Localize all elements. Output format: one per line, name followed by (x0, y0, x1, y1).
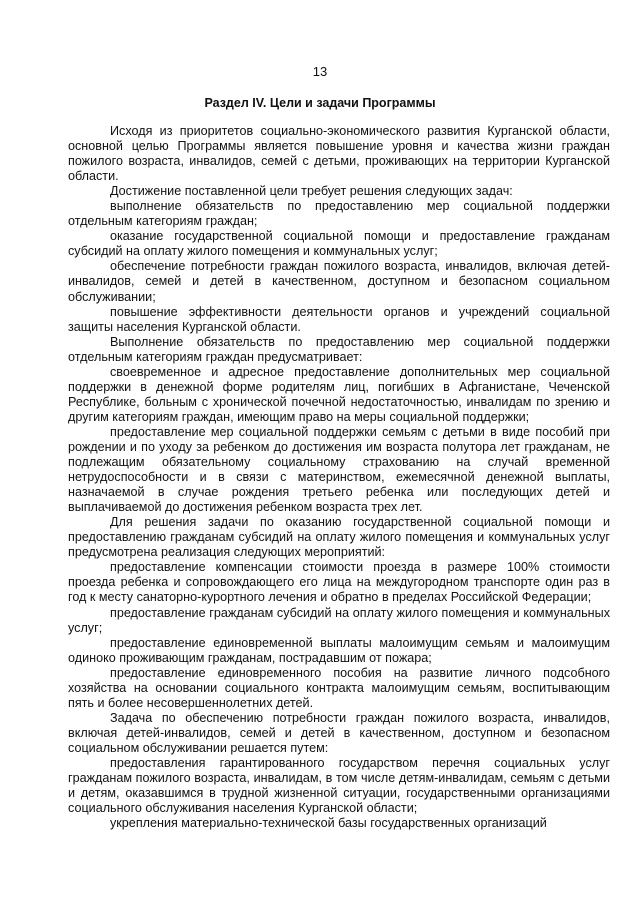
paragraph: Задача по обеспечению потребности граждан пожилого возраста, инвалидов, включая детей-инвалидов, семей и детей в качественном, доступном и безопасном социальном обслуживании решается путем: (68, 710, 610, 755)
paragraph: предоставление мер социальной поддержки семьям с детьми в виде пособий при рождении и по уходу за ребенком до достижения им возраста полутора лет гражданам, не подлежащим обязательному социальному страхованию на случай временной нетрудоспособности и в связи с материнством, ежемесячной денежной выплаты, назначаемой в случае рождения третьего ребенка или последующих детей и выплачиваемой до достижения ребенком возраста трех лет. (68, 424, 610, 515)
paragraph: Исходя из приоритетов социально-экономического развития Курганской области, основной целью Программы является повышение уровня и качества жизни граждан пожилого возраста, инвалидов, семей с детьми, проживающих на территории Курганской области. (68, 124, 610, 184)
paragraph: обеспечение потребности граждан пожилого возраста, инвалидов, включая детей-инвалидов, семей и детей в качественном, доступном и безопасном социальном обслуживании; (68, 259, 610, 304)
paragraph: предоставление единовременного пособия на развитие личного подсобного хозяйства на основании социального контракта малоимущим семьям, воспитывающим пять и более несовершеннолетних детей. (68, 665, 610, 710)
section-title: Раздел IV. Цели и задачи Программы (204, 96, 436, 110)
paragraph: своевременное и адресное предоставление дополнительных мер социальной поддержки в денежной форме родителям лиц, погибших в Афганистане, Чеченской Республике, больным с хронической почечной недостаточностью, инвалидам по зрению и другим категориям граждан, имеющим право на меры социальной поддержки; (68, 364, 610, 424)
page-number: 13 (312, 64, 328, 79)
paragraph: повышение эффективности деятельности органов и учреждений социальной защиты населения Курганской области. (68, 304, 610, 334)
paragraph: предоставление единовременной выплаты малоимущим семьям и малоимущим одиноко проживающим гражданам, пострадавшим от пожара; (68, 635, 610, 665)
paragraph: Выполнение обязательств по предоставлению мер социальной поддержки отдельным категориям граждан предусматривает: (68, 334, 610, 364)
paragraph: Достижение поставленной цели требует решения следующих задач: (110, 184, 513, 199)
paragraph: выполнение обязательств по предоставлению мер социальной поддержки отдельным категориям граждан; (68, 199, 610, 229)
paragraph: оказание государственной социальной помощи и предоставление гражданам субсидий на оплату жилого помещения и коммунальных услуг; (68, 229, 610, 259)
body-text (68, 124, 610, 831)
paragraph: предоставление гражданам субсидий на оплату жилого помещения и коммунальных услуг; (68, 605, 610, 635)
paragraph: предоставление компенсации стоимости проезда в размере 100% стоимости проезда ребенка и сопровождающего его лица на междугородном транспорте один раз в год к месту санаторно-курортного лечения и обратно в пределах Российской Федерации; (68, 560, 610, 605)
paragraph: предоставления гарантированного государством перечня социальных услуг гражданам пожилого возраста, инвалидам, в том числе детям-инвалидам, семьям с детьми и детям, оказавшимся в трудной жизненной ситуации, государственными организациями социального обслуживания населения Курганской области; (68, 755, 610, 816)
paragraph: укрепления материально-технической базы государственных организаций (110, 816, 547, 831)
paragraph: Для решения задачи по оказанию государственной социальной помощи и предоставлению гражданам субсидий на оплату жилого помещения и коммунальных услуг предусмотрена реализация следующих мероприятий: (68, 515, 610, 560)
